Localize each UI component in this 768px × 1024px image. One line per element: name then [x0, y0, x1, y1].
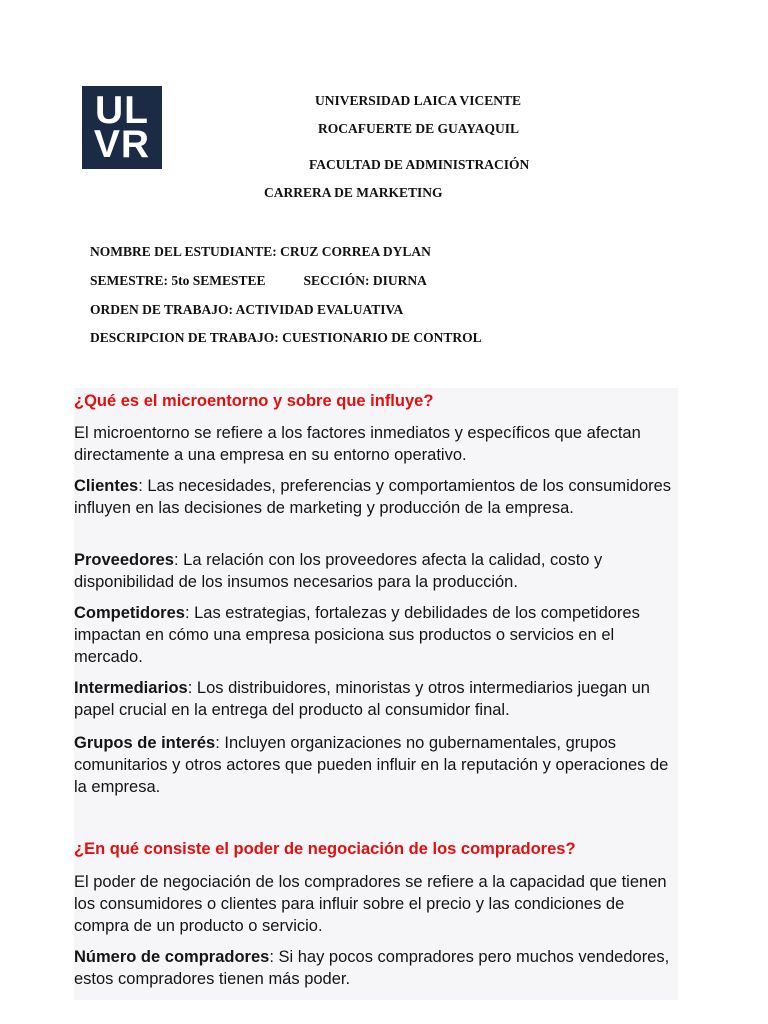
semester-section-line: [90, 273, 427, 289]
list-item: [74, 732, 678, 798]
faculty-name: FACULTAD DE ADMINISTRACIÓN: [309, 157, 530, 172]
list-item: [74, 549, 678, 593]
item-term: Intermediarios: [74, 679, 188, 697]
item-text: : La relación con los proveedores afecta la calidad, costo y disponibilidad de los insumos necesarios para la producción.: [74, 551, 603, 591]
work-order: ORDEN DE TRABAJO: ACTIVIDAD EVALUATIVA: [90, 302, 404, 317]
list-item: [74, 475, 678, 519]
section: SECCIÓN: DIURNA: [303, 273, 427, 288]
question-1-intro: El microentorno se refiere a los factores inmediatos y específicos que afectan directamente a una empresa en su entorno operativo.: [74, 424, 641, 464]
semester: SEMESTRE: 5to SEMESTEE: [90, 273, 266, 288]
question-1-heading: ¿Qué es el microentorno y sobre que influye?: [74, 392, 434, 410]
questionnaire-content: [74, 388, 678, 1000]
ulvr-logo: [82, 86, 162, 169]
career-name: CARRERA DE MARKETING: [264, 185, 443, 200]
list-item: [74, 602, 678, 668]
question-2-intro: El poder de negociación de los compradores se refiere a la capacidad que tienen los consumidores o clientes para influir sobre el precio y las condiciones de compra de un producto o servicio.: [74, 873, 667, 935]
university-name-line-1: UNIVERSIDAD LAICA VICENTE: [315, 93, 522, 108]
student-name: NOMBRE DEL ESTUDIANTE: CRUZ CORREA DYLAN: [90, 244, 431, 259]
item-text: : Los distribuidores, minoristas y otros intermediarios juegan un papel crucial en la entrega del producto al consumidor final.: [74, 679, 650, 719]
item-text: : Incluyen organizaciones no gubernamentales, grupos comunitarios y otros actores que pueden influir en la reputación y operaciones de la empresa.: [74, 734, 669, 796]
list-item: [74, 946, 678, 990]
item-text: : Las estrategias, fortalezas y debilidades de los competidores impactan en cómo una empresa posiciona sus productos o servicios en el mercado.: [74, 604, 640, 666]
item-term: Competidores: [74, 604, 185, 622]
item-term: Grupos de interés: [74, 734, 216, 752]
university-name-line-2: ROCAFUERTE DE GUAYAQUIL: [318, 121, 520, 136]
item-text: : Si hay pocos compradores pero muchos vendedores, estos compradores tienen más poder.: [74, 948, 670, 988]
list-item: [74, 677, 678, 721]
item-term: Número de compradores: [74, 948, 270, 966]
work-description: DESCRIPCION DE TRABAJO: CUESTIONARIO DE CONTROL: [90, 330, 482, 345]
logo-line-1: UL: [95, 88, 149, 132]
item-term: Clientes: [74, 477, 139, 495]
logo-line-2: VR: [93, 122, 151, 166]
item-text: : Las necesidades, preferencias y comportamientos de los consumidores influyen en las decisiones de marketing y producción de la empresa.: [74, 477, 672, 517]
question-2-heading: ¿En qué consiste el poder de negociación de los compradores?: [74, 840, 576, 858]
item-term: Proveedores: [74, 551, 174, 569]
